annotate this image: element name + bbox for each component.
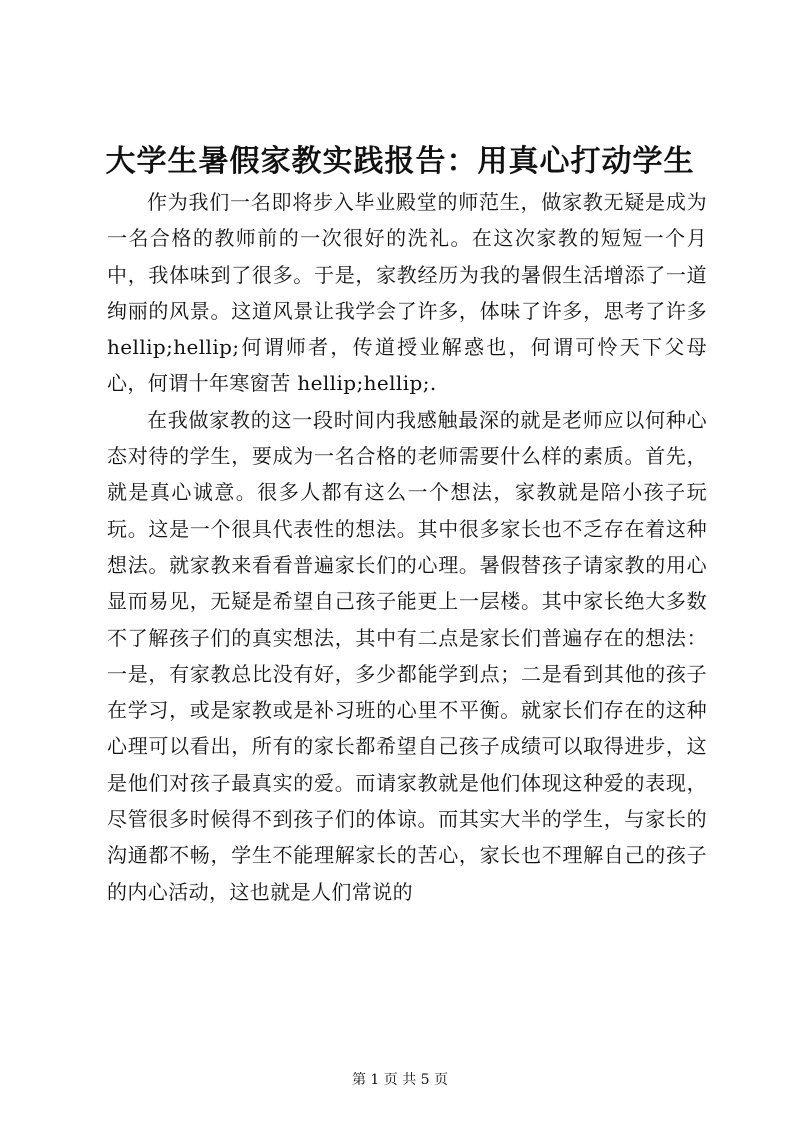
- paragraph-1: 作为我们一名即将步入毕业殿堂的师范生，做家教无疑是成为一名合格的教师前的一次很好的洗礼。在这次家教的短短一个月中，我体味到了很多。于是，家教经历为我的暑假生活增添了一道绚丽的风景。这道风景让我学会了许多，体味了许多，思考了许多 hellip;hellip;何谓师者，传道授业解惑也，何谓可怜天下父母心，何谓十年寒窗苦 hellip;hellip;.: [107, 190, 707, 396]
- document-title: 大学生暑假家教实践报告：用真心打动学生: [105, 144, 695, 179]
- paragraph-2: 在我做家教的这一段时间内我感触最深的就是老师应以何种心态对待的学生，要成为一名合格的老师需要什么样的素质。首先，就是真心诚意。很多人都有这么一个想法，家教就是陪小孩子玩玩。这是一个很具代表性的想法。其中很多家长也不乏存在着这种想法。就家教来看看普遍家长们的心理。暑假替孩子请家教的用心显而易见，无疑是希望自己孩子能更上一层楼。其中家长绝大多数不了解孩子们的真实想法，其中有二点是家长们普遍存在的想法：一是，有家教总比没有好，多少都能学到点；二是看到其他的孩子在学习，或是家教或是补习班的心里不平衡。就家长们存在的这种心理可以看出，所有的家长都希望自己孩子成绩可以取得进步，这是他们对孩子最真实的爱。而请家教就是他们体现这种爱的表现，尽管很多时候得不到孩子们的体谅。而其实大半的学生，与家长的沟通都不畅，学生不能理解家长的苦心，家长也不理解自己的孩子的内心活动，这也就是人们常说的: [107, 407, 707, 904]
- document-body: [107, 184, 707, 910]
- page-footer: 第 1 页 共 5 页: [351, 1072, 449, 1088]
